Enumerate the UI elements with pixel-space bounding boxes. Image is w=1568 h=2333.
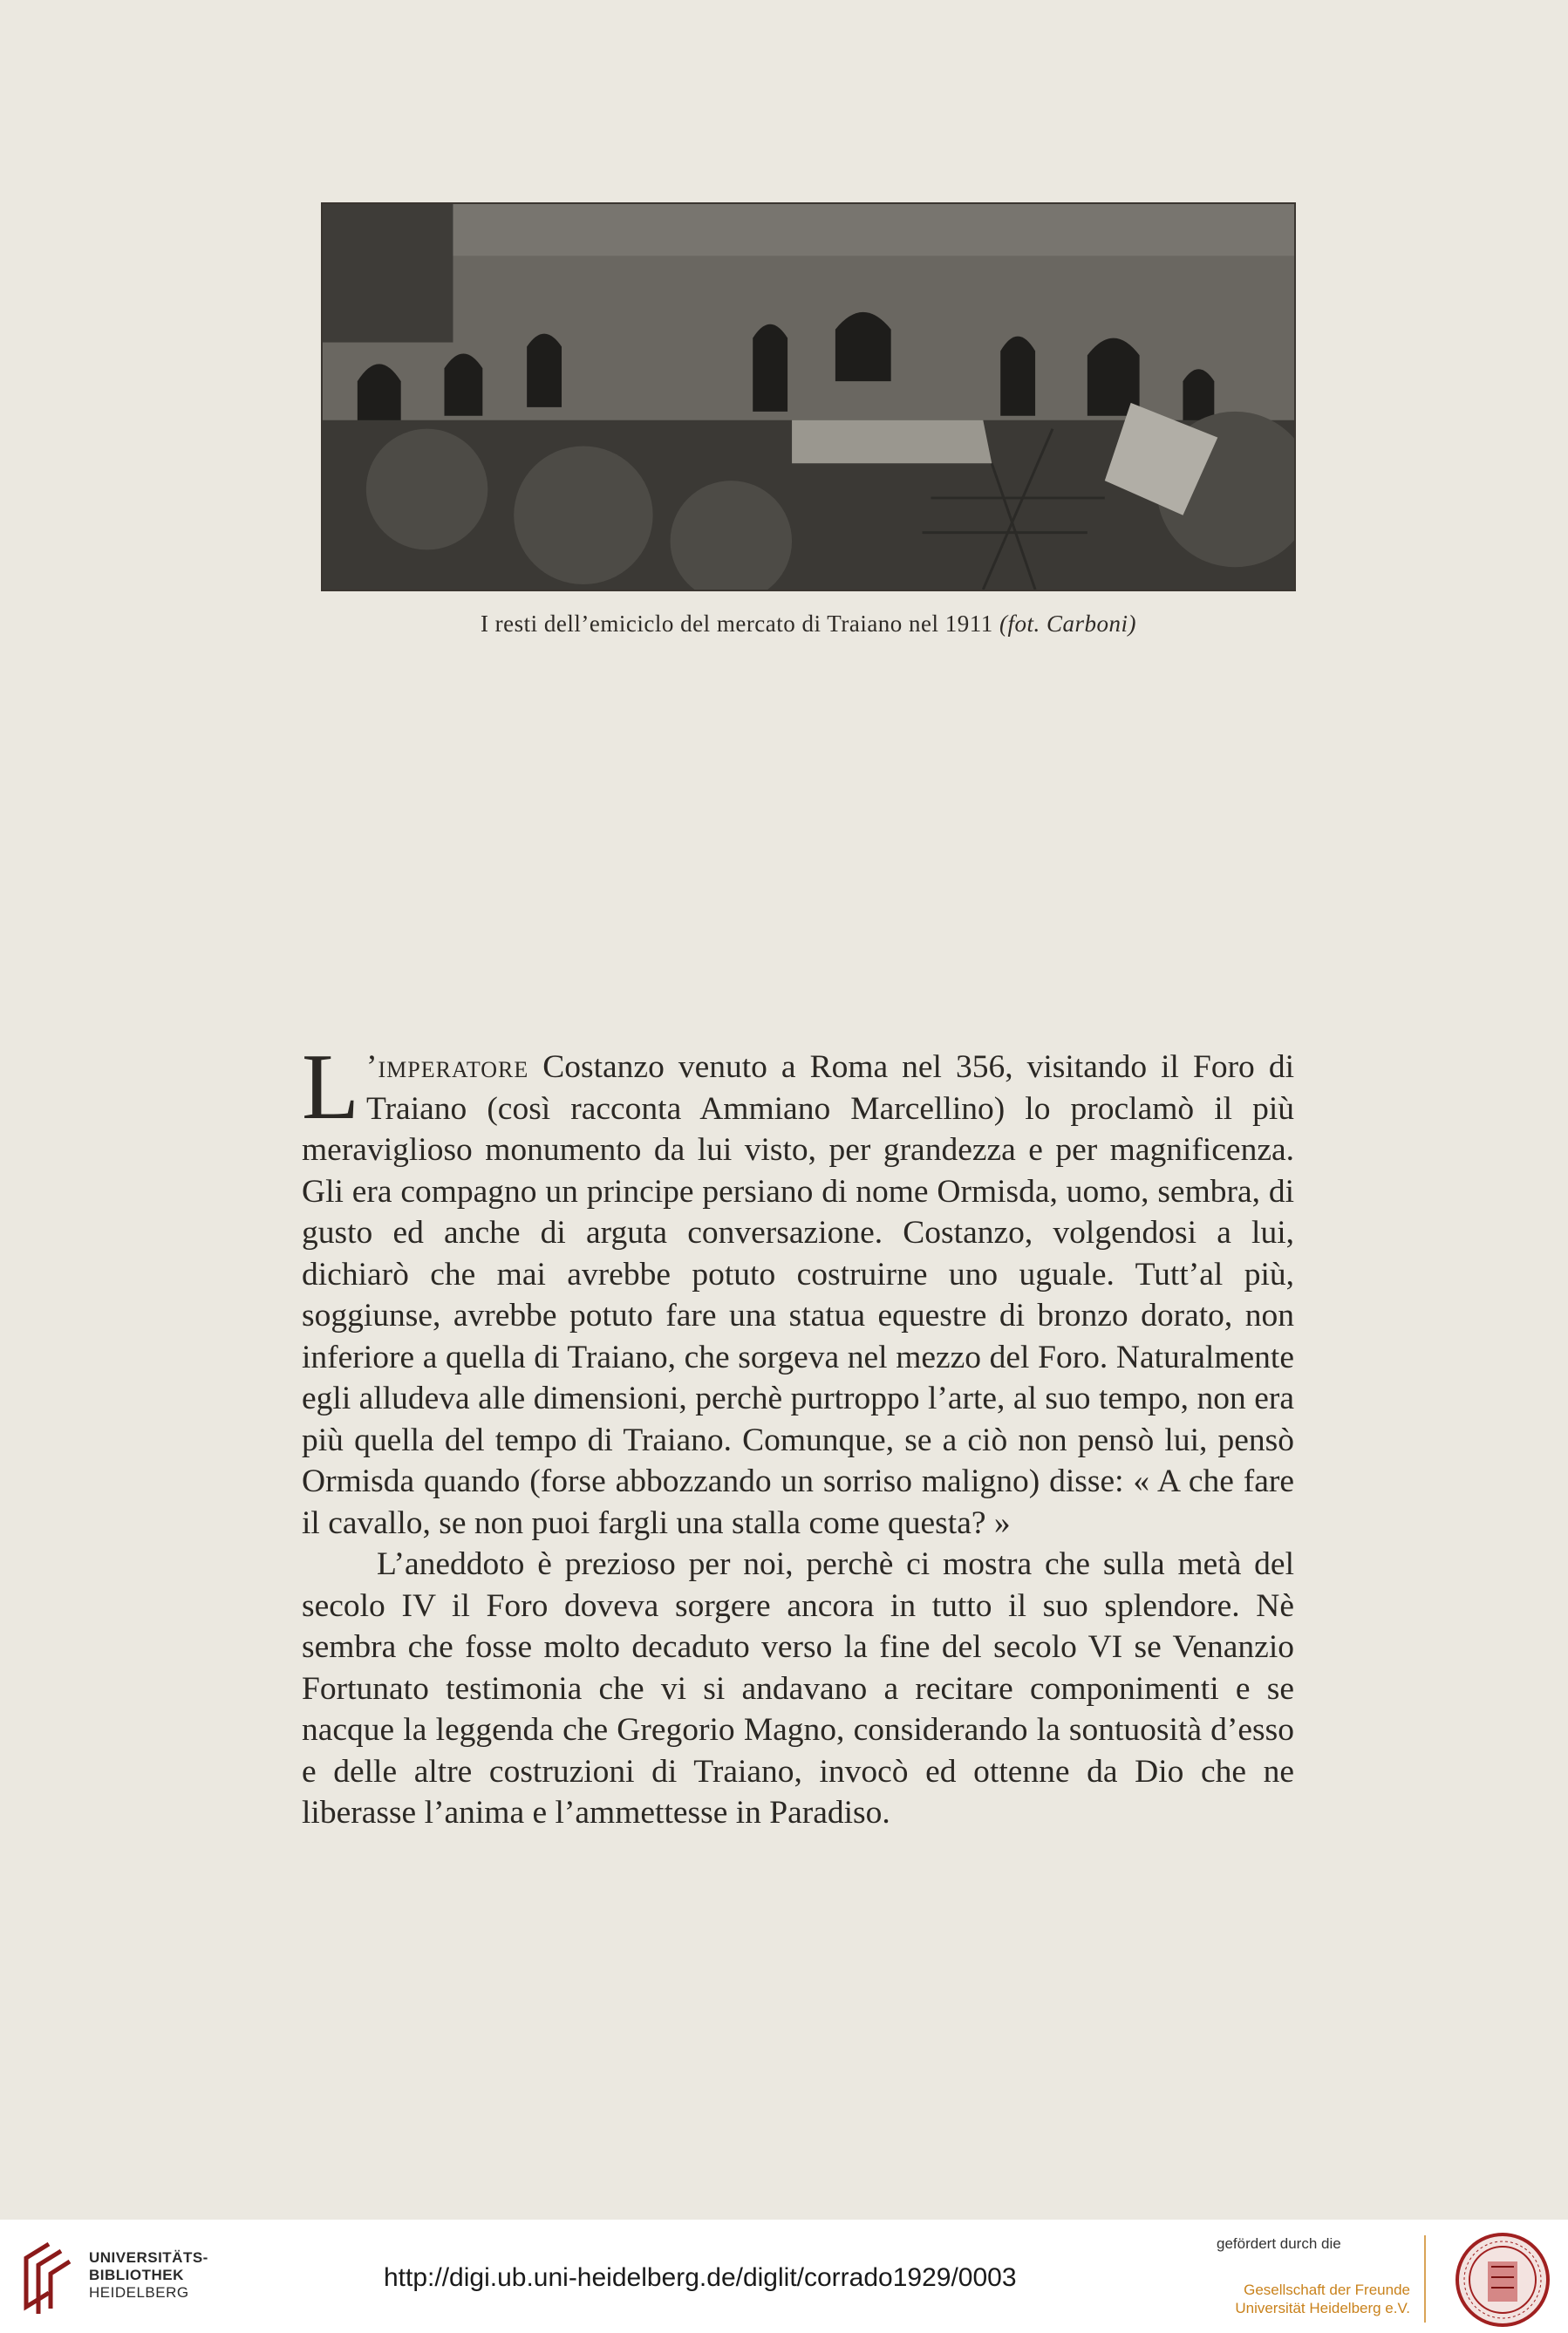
sponsor-name <box>1217 2281 1410 2317</box>
caption-credit: (fot. Carboni) <box>999 611 1137 637</box>
opening-word: ’imperatore <box>365 1049 529 1085</box>
paragraph-1 <box>302 1035 1294 1544</box>
sponsor-line-1: Gesellschaft der Freunde <box>1244 2282 1410 2298</box>
funded-by-label: gefördert durch die <box>1217 2235 1341 2252</box>
ruins-photograph <box>321 202 1296 591</box>
university-library-logo-icon <box>19 2239 73 2314</box>
paragraph-1-text: Costanzo venuto a Roma nel 356, visitando il Foro di Traiano (così racconta Ammiano Marcellino) lo proclamò il più meraviglioso monumento da lui visto, per grandezza e per magnificenza. Gli era compagno un principe persiano di nome Ormisda, uomo, sembra, di gusto ed anche di arguta conversazione. Costanzo, volgendosi a lui, dichiarò che mai avrebbe potuto costruirne uno uguale. Tutt’al più, soggiunse, avrebbe potuto fare una statua equestre di bronzo dorato, non inferiore a quella di Traiano, che sorgeva nel mezzo del Foro. Naturalmente egli alludeva alle dimensioni, perchè purtroppo l’arte, al suo tempo, non era più quella del tempo di Traiano. Comunque, se a ciò non pensò lui, pensò Ormisda quando (forse abbozzando un sorriso maligno) disse: « A che fare il cavallo, se non puoi fargli una stalla come questa? » <box>302 1049 1294 1541</box>
caption-text: I resti dell’emiciclo del mercato di Traiano nel 1911 <box>480 611 993 637</box>
photo-caption <box>321 611 1296 638</box>
library-name-line-3: HEIDELBERG <box>89 2284 189 2301</box>
permalink-url[interactable]: http://digi.ub.uni-heidelberg.de/diglit/corrado1929/0003 <box>384 2263 1017 2292</box>
photo-illustration <box>323 204 1294 590</box>
university-seal-icon <box>1455 2232 1551 2328</box>
footer-divider <box>1424 2235 1426 2323</box>
article-body <box>302 1035 1294 1834</box>
library-name-line-2: BIBLIOTHEK <box>89 2267 184 2283</box>
library-name <box>89 2249 208 2302</box>
library-name-line-1: UNIVERSITÄTS- <box>89 2249 208 2266</box>
digitization-footer <box>0 2220 1568 2333</box>
paragraph-2: L’aneddoto è prezioso per noi, perchè ci mostra che sulla metà del secolo IV il Foro doveva sorgere ancora in tutto il suo splendore. Nè sembra che fosse molto decaduto verso la fine del secolo VI se Venanzio Fortunato testimonia che vi si andavano a recitare componimenti e se nacque la leggenda che Gregorio Magno, considerando la sontuosità d’esso e delle altre costruzioni di Traiano, invocò ed ottenne da Dio che ne liberasse l’anima e l’ammettesse in Paradiso. <box>302 1546 1294 1831</box>
drop-cap: L <box>302 1035 359 1139</box>
sponsor-line-2: Universität Heidelberg e.V. <box>1235 2300 1410 2316</box>
